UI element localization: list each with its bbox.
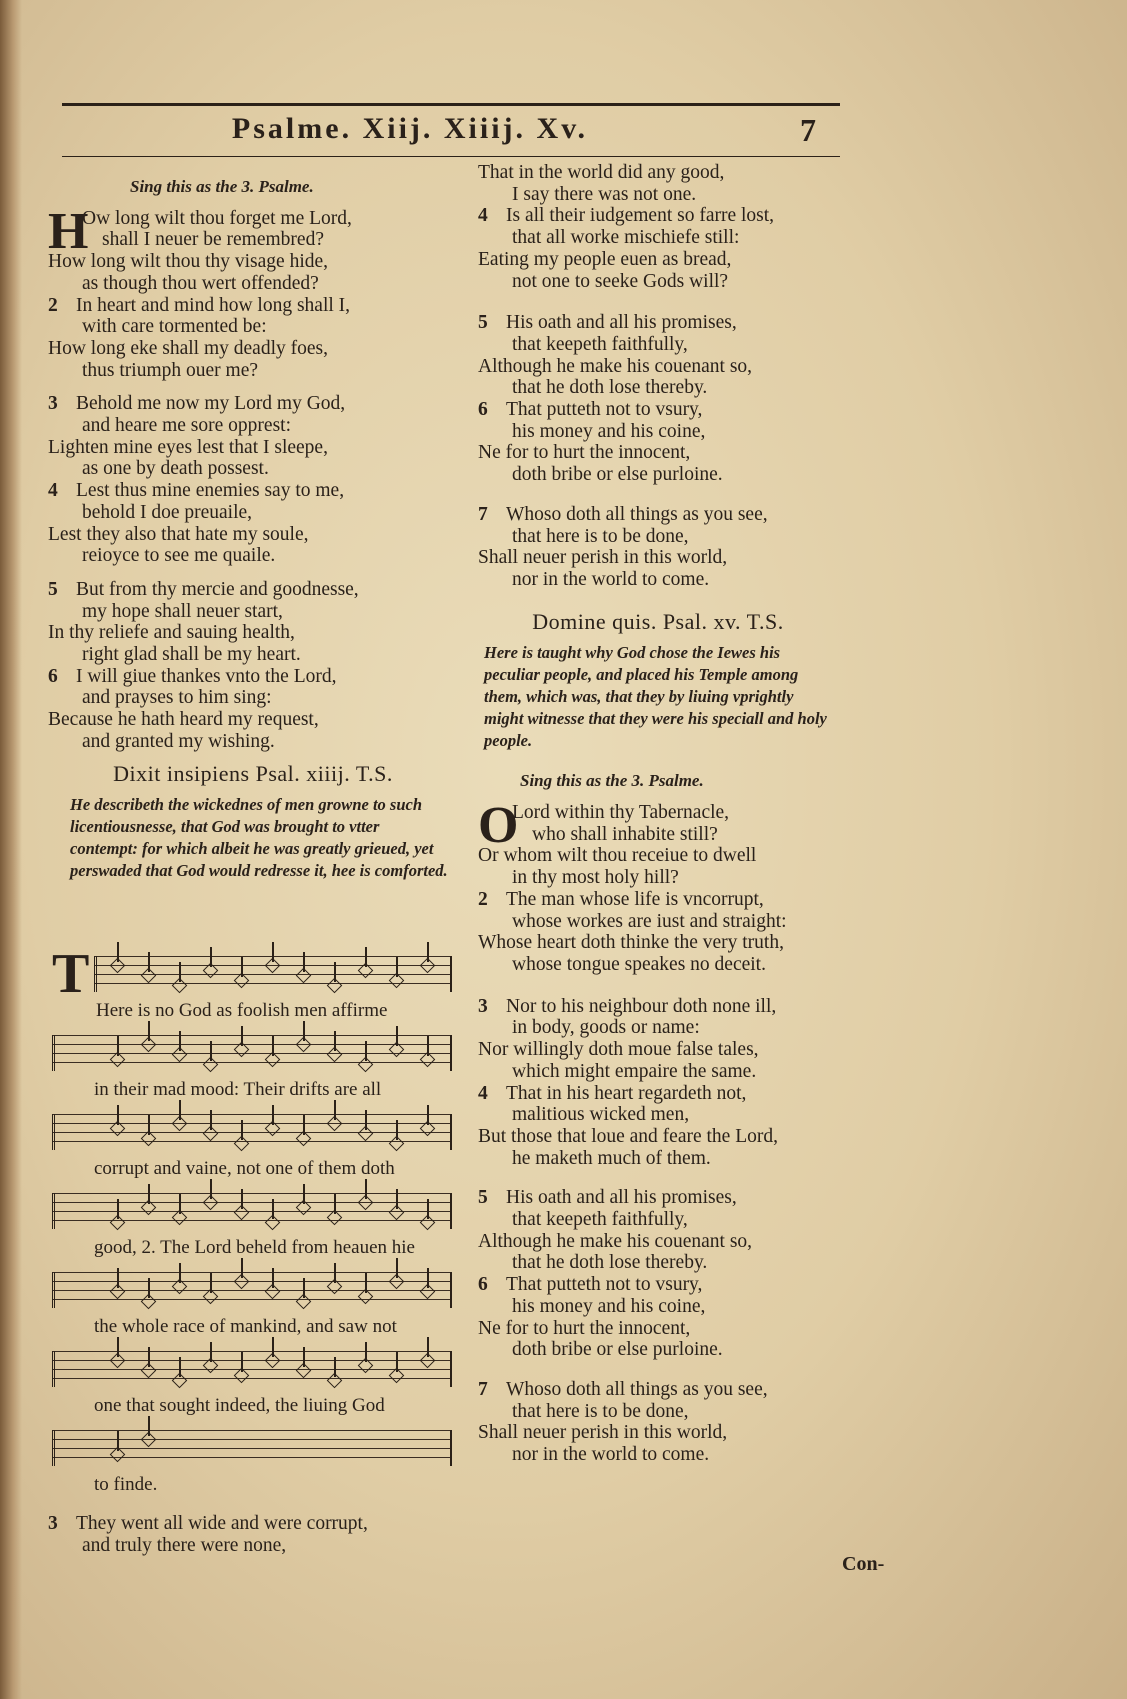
psalm14-stanza-5 [478,312,838,486]
note-stem [272,1199,274,1219]
verse-text: not one to seeke Gods will? [512,270,729,292]
verse-line [478,1422,838,1444]
verse-text: Because he hath heard my request, [48,709,319,731]
note-stem [179,962,181,982]
verse-line [48,524,458,546]
verse-number: 4 [478,205,488,227]
staff-system [52,1266,452,1345]
note-stem [117,1431,119,1451]
verse-line [478,1104,838,1126]
verse-line [478,504,838,526]
verse-line [478,1061,838,1083]
verse-line [478,162,838,184]
running-title: Psalme. Xiij. Xiiij. Xv. [231,112,589,145]
verse-line [478,184,838,206]
verse-text: and prayses to him sing: [82,687,272,709]
psalm13-stanza-3 [48,393,458,567]
verse-line [48,644,458,666]
verse-number: 3 [48,1513,58,1534]
verse-number: 5 [478,1187,488,1209]
verse-line [478,1274,838,1296]
verse-number: 6 [478,399,488,421]
verse-line [48,437,458,459]
left-column [48,172,458,882]
verse-line [478,824,838,846]
verse-line [48,393,458,415]
note-stem [117,1268,119,1288]
verse-text: Although he make his couenant so, [478,355,753,377]
catchword: Con- [842,1553,885,1575]
verse-line [48,1513,458,1535]
verse-line [48,229,458,251]
verse-text: Nor to his neighbour doth none ill, [506,995,777,1017]
music-lyric: corrupt and vaine, not one of them doth [94,1158,395,1179]
verse-line [478,932,838,954]
staff-system [52,1108,452,1187]
verse-line [478,464,838,486]
drop-capital: H [48,202,89,260]
note-stem [334,1031,336,1051]
verse-line [48,338,458,360]
note-stem [365,947,367,967]
verse-line [478,1017,838,1039]
note-stem [117,1199,119,1219]
verse-line [478,569,838,591]
note-stem [427,1036,429,1056]
verse-text: Whose heart doth thinke the very truth, [478,932,784,954]
verse-line [478,996,838,1018]
note-stem [148,1278,150,1298]
music-lyric: Here is no God as foolish men affirme [96,1000,388,1021]
verse-text: Ow long wilt thou forget me Lord, [82,207,352,229]
verse-number: 2 [48,294,58,316]
folio-number: 7 [800,112,816,148]
verse-text: nor in the world to come. [512,1444,710,1466]
note-stem [117,942,119,962]
staff-notes [92,1193,442,1229]
note-stem [272,1337,274,1357]
verse-line [48,579,458,601]
note-stem [334,1357,336,1377]
music-notation [52,943,452,1503]
verse-line [478,1318,838,1340]
staff-notes [92,1035,442,1071]
psalm15-title: Domine quis. Psal. xv. T.S. [532,608,784,634]
verse-text: whose workes are iust and straight: [512,910,787,932]
note-stem [241,1258,243,1278]
verse-line [478,1187,838,1209]
verse-line [48,545,458,567]
note-stem [241,1026,243,1046]
staff-notes [92,956,442,992]
verse-text: that keepeth faithfully, [512,1209,688,1231]
verse-text: Lighten mine eyes lest that I sleepe, [48,436,328,458]
drop-capital-o: O [478,797,519,855]
verse-text: behold I doe preuaile, [82,501,253,523]
verse-text: But those that loue and feare the Lord, [478,1125,778,1147]
sing-note-2: Sing this as the 3. Psalme. [520,771,704,791]
verse-text: That putteth not to vsury, [506,1274,703,1296]
note-stem [210,947,212,967]
note-stem [179,1031,181,1051]
verse-text: The man whose life is vncorrupt, [506,888,764,910]
verse-text: How long wilt thou thy visage hide, [48,251,329,273]
verse-line [48,316,458,338]
note-stem [427,1105,429,1125]
verse-number: 2 [478,888,488,910]
note-stem [148,1021,150,1041]
verse-text: in body, goods or name: [512,1017,700,1039]
staff-system [52,1424,452,1503]
verse-line [478,1209,838,1231]
verse-text: doth bribe or else purloine. [512,464,723,486]
note-stem [179,1263,181,1283]
psalm14-argument: He describeth the wickednes of men growne to such licentiousnesse, that God was brought to vtter contempt: for which albeit he was greatly grieued, yet perswaded that God would redresse it, hee is comforted. [70,795,448,881]
verse-text: Behold me now my Lord my God, [76,393,346,415]
note-stem [303,1021,305,1041]
verse-line [48,709,458,731]
music-lyric: to finde. [94,1474,158,1495]
verse-text: and heare me sore opprest: [82,415,291,437]
verse-number: 6 [478,1274,488,1296]
psalm14-title: Dixit insipiens Psal. xiiij. T.S. [113,760,393,786]
note-stem [241,1352,243,1372]
verse-line [48,687,458,709]
music-lyric: one that sought indeed, the liuing God [94,1395,385,1416]
verse-number: 3 [478,995,488,1017]
verse-text: His oath and all his promises, [506,1187,737,1209]
verse-text: His oath and all his promises, [506,312,737,334]
verse-line [478,249,838,271]
note-stem [427,1199,429,1219]
verse-text: as one by death possest. [82,458,269,480]
note-stem [365,1273,367,1293]
note-stem [210,1342,212,1362]
verse-text: and granted my wishing. [82,730,275,752]
verse-line [478,312,838,334]
verse-line [478,1083,838,1105]
verse-line [478,802,838,824]
verse-text: his money and his coine, [512,420,706,442]
verse-text: that all worke mischiefe still: [512,227,740,249]
verse-text: nor in the world to come. [512,568,710,590]
psalm14-stanza-3 [48,1513,458,1556]
note-stem [396,957,398,977]
verse-text: which might empaire the same. [512,1060,757,1082]
note-stem [210,1179,212,1199]
verse-text: How long eke shall my deadly foes, [48,337,328,359]
verse-line [478,227,838,249]
verse-line [478,1039,838,1061]
verse-line [478,911,838,933]
note-stem [334,1100,336,1120]
verse-text: whose tongue speakes no deceit. [512,953,766,975]
verse-text: That in the world did any good, [478,162,725,183]
note-stem [303,952,305,972]
right-column [478,162,838,1466]
note-stem [241,1120,243,1140]
note-stem [303,1278,305,1298]
staff-notes [92,1272,442,1308]
verse-text: that he doth lose thereby. [512,377,708,399]
verse-text: reioyce to see me quaile. [82,545,276,567]
psalm15-stanza-7 [478,1379,838,1466]
verse-text: that keepeth faithfully, [512,333,688,355]
note-stem [179,1194,181,1214]
verse-text: that he doth lose thereby. [512,1252,708,1274]
verse-text: That in his heart regardeth not, [506,1082,747,1104]
psalm15-stanza-5 [478,1187,838,1361]
note-stem [272,942,274,962]
note-stem [117,1036,119,1056]
verse-text: Ne for to hurt the innocent, [478,1317,691,1339]
verse-text: who shall inhabite still? [532,823,718,845]
verse-text: my hope shall neuer start, [82,600,283,622]
verse-text: But from thy mercie and goodnesse, [76,578,359,600]
verse-text: that here is to be done, [512,525,689,547]
verse-text: In heart and mind how long shall I, [76,294,351,316]
verse-line [478,1379,838,1401]
verse-text: doth bribe or else purloine. [512,1339,723,1361]
verse-line [478,271,838,293]
note-stem [179,1357,181,1377]
verse-number: 7 [478,1378,488,1400]
note-stem [303,1184,305,1204]
verse-text: I say there was not one. [512,183,697,205]
note-stem [272,1268,274,1288]
note-stem [148,1115,150,1135]
note-stem [179,1100,181,1120]
verse-text: Shall neuer perish in this world, [478,547,728,569]
note-stem [303,1347,305,1367]
verse-text: Is all their iudgement so farre lost, [506,205,775,227]
verse-text: thus triumph ouer me? [82,359,259,381]
note-stem [303,1115,305,1135]
verse-line [478,845,838,867]
verse-text: Whoso doth all things as you see, [506,503,768,525]
verse-text: Eating my people euen as bread, [478,248,732,270]
verse-line [48,601,458,623]
verse-number: 7 [478,503,488,525]
verse-line [478,1252,838,1274]
psalm15-stanza-3 [478,996,838,1170]
verse-text: shall I neuer be remembred? [102,229,324,251]
verse-line [478,377,838,399]
verse-line [478,1339,838,1361]
psalm14-continued [478,162,838,292]
verse-line [48,360,458,382]
note-stem [427,942,429,962]
note-stem [396,1352,398,1372]
header-rule [62,103,840,106]
note-stem [272,1036,274,1056]
verse-line [48,415,458,437]
staff-notes [92,1114,442,1150]
verse-text: in thy most holy hill? [512,867,679,889]
psalm13-stanza-1 [48,202,458,382]
verse-text: and truly there were none, [82,1534,287,1556]
music-lyric: in their mad mood: Their drifts are all [94,1079,382,1100]
verse-line [478,1148,838,1170]
verse-line [48,731,458,753]
psalm14-stanza-7 [478,504,838,591]
sing-note: Sing this as the 3. Psalme. [130,177,314,196]
verse-line [478,442,838,464]
verse-text: right glad shall be my heart. [82,644,301,666]
music-lyric: good, 2. The Lord beheld from heauen hie [94,1237,415,1258]
verse-line [48,458,458,480]
note-stem [334,962,336,982]
verse-line [478,1444,838,1466]
music-initial: T [52,943,90,1005]
note-stem [396,1026,398,1046]
note-stem [334,1194,336,1214]
psalm15-stanza-1 [478,797,838,976]
verse-line [478,356,838,378]
verse-text: that here is to be done, [512,1400,689,1422]
note-stem [396,1120,398,1140]
verse-line [478,1231,838,1253]
verse-text: Although he make his couenant so, [478,1230,753,1252]
verse-line [478,547,838,569]
note-stem [365,1179,367,1199]
staff-system [52,1029,452,1108]
verse-number: 5 [48,578,58,600]
verse-text: I will giue thankes vnto the Lord, [76,665,337,687]
staff-system [52,1187,452,1266]
verse-line [48,502,458,524]
verse-line [478,334,838,356]
psalm15-opening [478,797,838,976]
verse-line [48,666,458,688]
verse-line [48,1535,458,1557]
note-stem [396,1189,398,1209]
verse-text: Whoso doth all things as you see, [506,1378,768,1400]
verse-line [478,526,838,548]
verse-number: 6 [48,665,58,687]
verse-text: his money and his coine, [512,1295,706,1317]
note-stem [148,1184,150,1204]
verse-line [478,399,838,421]
staff-system [52,943,452,1029]
verse-text: Lord within thy Tabernacle, [512,802,730,824]
verse-line [478,1126,838,1148]
verse-line [478,1296,838,1318]
verse-line [478,1401,838,1423]
verse-line [48,273,458,295]
note-stem [334,1263,336,1283]
note-stem [117,1105,119,1125]
verse-line [478,889,838,911]
header-rule-lower [62,156,840,157]
note-stem [365,1041,367,1061]
note-stem [427,1268,429,1288]
note-stem [148,952,150,972]
verse-line [478,954,838,976]
note-stem [148,1347,150,1367]
psalm13-opening [48,202,458,382]
note-stem [241,957,243,977]
verse-number: 4 [48,480,58,502]
verse-text: with care tormented be: [82,316,267,338]
verse-line [48,295,458,317]
verse-line [48,622,458,644]
verse-number: 3 [48,393,58,415]
verse-line [48,251,458,273]
verse-text: Shall neuer perish in this world, [478,1422,728,1444]
verse-text: In thy reliefe and sauing health, [48,622,295,644]
verse-text: Lest they also that hate my soule, [48,523,309,545]
note-stem [210,1273,212,1293]
note-stem [365,1110,367,1130]
verse-text: as though thou wert offended? [82,272,319,294]
verse-line [478,421,838,443]
verse-line [478,205,838,227]
psalm13-stanza-5 [48,579,458,753]
verse-number: 5 [478,312,488,334]
music-lyric: the whole race of mankind, and saw not [94,1316,397,1337]
note-stem [148,1416,150,1436]
verse-number: 4 [478,1082,488,1104]
verse-text: malitious wicked men, [512,1104,690,1126]
note-stem [210,1041,212,1061]
note-stem [117,1337,119,1357]
note-stem [241,1189,243,1209]
verse-line [478,867,838,889]
note-stem [272,1105,274,1125]
verse-text: he maketh much of them. [512,1147,711,1169]
note-stem [365,1342,367,1362]
page-binding-edge [0,0,22,1699]
psalm15-argument: Here is taught why God chose the Iewes his peculiar people, and placed his Temple among them, which was, that they by liuing vprightly might witnesse that they were his speciall and holy people. [484,643,827,751]
verse-line [48,208,458,230]
note-stem [396,1258,398,1278]
note-stem [427,1337,429,1357]
verse-text: They went all wide and were corrupt, [76,1513,368,1534]
verse-text: Lest thus mine enemies say to me, [76,480,345,502]
verse-text: Or whom wilt thou receiue to dwell [478,845,757,867]
staff-notes [92,1430,442,1466]
verse-line [48,480,458,502]
staff-notes [92,1351,442,1387]
staff-system [52,1345,452,1424]
verse-text: Ne for to hurt the innocent, [478,442,691,464]
verse-text: That putteth not to vsury, [506,399,703,421]
note-stem [210,1110,212,1130]
verse-text: Nor willingly doth moue false tales, [478,1039,759,1061]
